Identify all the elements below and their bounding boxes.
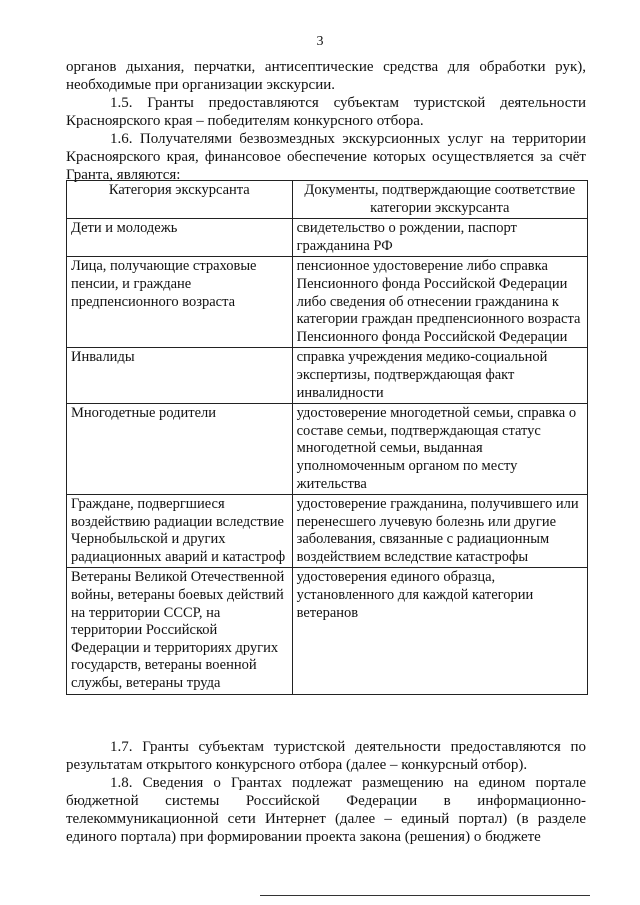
documents-cell: удостоверение многодетной семьи, справка о составе семьи, подтверждающая статус многодетной семьи, выданная уполномоченным органом по месту жительства <box>292 404 587 495</box>
header-category: Категория экскурсанта <box>67 181 293 219</box>
category-cell: Лица, получающие страховые пенсии, и граждане предпенсионного возраста <box>67 257 293 348</box>
paragraph-1-8: 1.8. Сведения о Грантах подлежат размещению на едином портале бюджетной системы Российской Федерации в информационно-телекоммуникационной сети Интернет (далее – единый портал) (в разделе единого портала) при формировании проекта закона (решения) о бюджете <box>66 775 586 845</box>
outro-section <box>66 738 586 846</box>
paragraph-1-6: 1.6. Получателями безвозмездных экскурсионных услуг на территории Красноярского края, финансовое обеспечение которых осуществляется за счёт Гранта, являются: <box>66 131 586 183</box>
continuation-paragraph: органов дыхания, перчатки, антисептические средства для обработки рук), необходимые при организации экскурсии. <box>66 59 586 93</box>
category-cell: Многодетные родители <box>67 404 293 495</box>
footer-rule <box>260 895 590 896</box>
category-cell: Граждане, подвергшиеся воздействию радиации вследствие Чернобыльской и других радиационных аварий и катастроф <box>67 495 293 568</box>
documents-cell: справка учреждения медико-социальной экспертизы, подтверждающая факт инвалидности <box>292 348 587 404</box>
table-row <box>67 348 588 404</box>
intro-section <box>66 58 586 184</box>
category-cell: Инвалиды <box>67 348 293 404</box>
table-header-row <box>67 181 588 219</box>
documents-cell: удостоверение гражданина, получившего или перенесшего лучевую болезнь или другие заболевания, связанные с радиационным воздействием вследствие катастрофы <box>292 495 587 568</box>
page-number: 3 <box>316 34 324 49</box>
paragraph-1-5: 1.5. Гранты предоставляются субъектам туристской деятельности Красноярского края – победителям конкурсного отбора. <box>66 95 586 129</box>
table-row <box>67 219 588 257</box>
paragraph-1-7: 1.7. Гранты субъектам туристской деятельности предоставляются по результатам открытого конкурсного отбора (далее – конкурсный отбор). <box>66 739 586 773</box>
documents-cell: свидетельство о рождении, паспорт гражданина РФ <box>292 219 587 257</box>
excursionist-categories-table <box>66 180 588 695</box>
header-documents: Документы, подтверждающие соответствие категории экскурсанта <box>292 181 587 219</box>
table-row <box>67 404 588 495</box>
table-row <box>67 257 588 348</box>
table-row <box>67 495 588 568</box>
category-cell: Ветераны Великой Отечественной войны, ветераны боевых действий на территории СССР, на территории Российской Федерации и территориях других государств, ветераны военной службы, ветераны труда <box>67 568 293 694</box>
table-row <box>67 568 588 694</box>
documents-cell: пенсионное удостоверение либо справка Пенсионного фонда Российской Федерации либо сведения об отнесении гражданина к категории граждан предпенсионного возраста Пенсионного фонда Российской Федерации <box>292 257 587 348</box>
documents-cell: удостоверения единого образца, установленного для каждой категории ветеранов <box>292 568 587 694</box>
category-cell: Дети и молодежь <box>67 219 293 257</box>
